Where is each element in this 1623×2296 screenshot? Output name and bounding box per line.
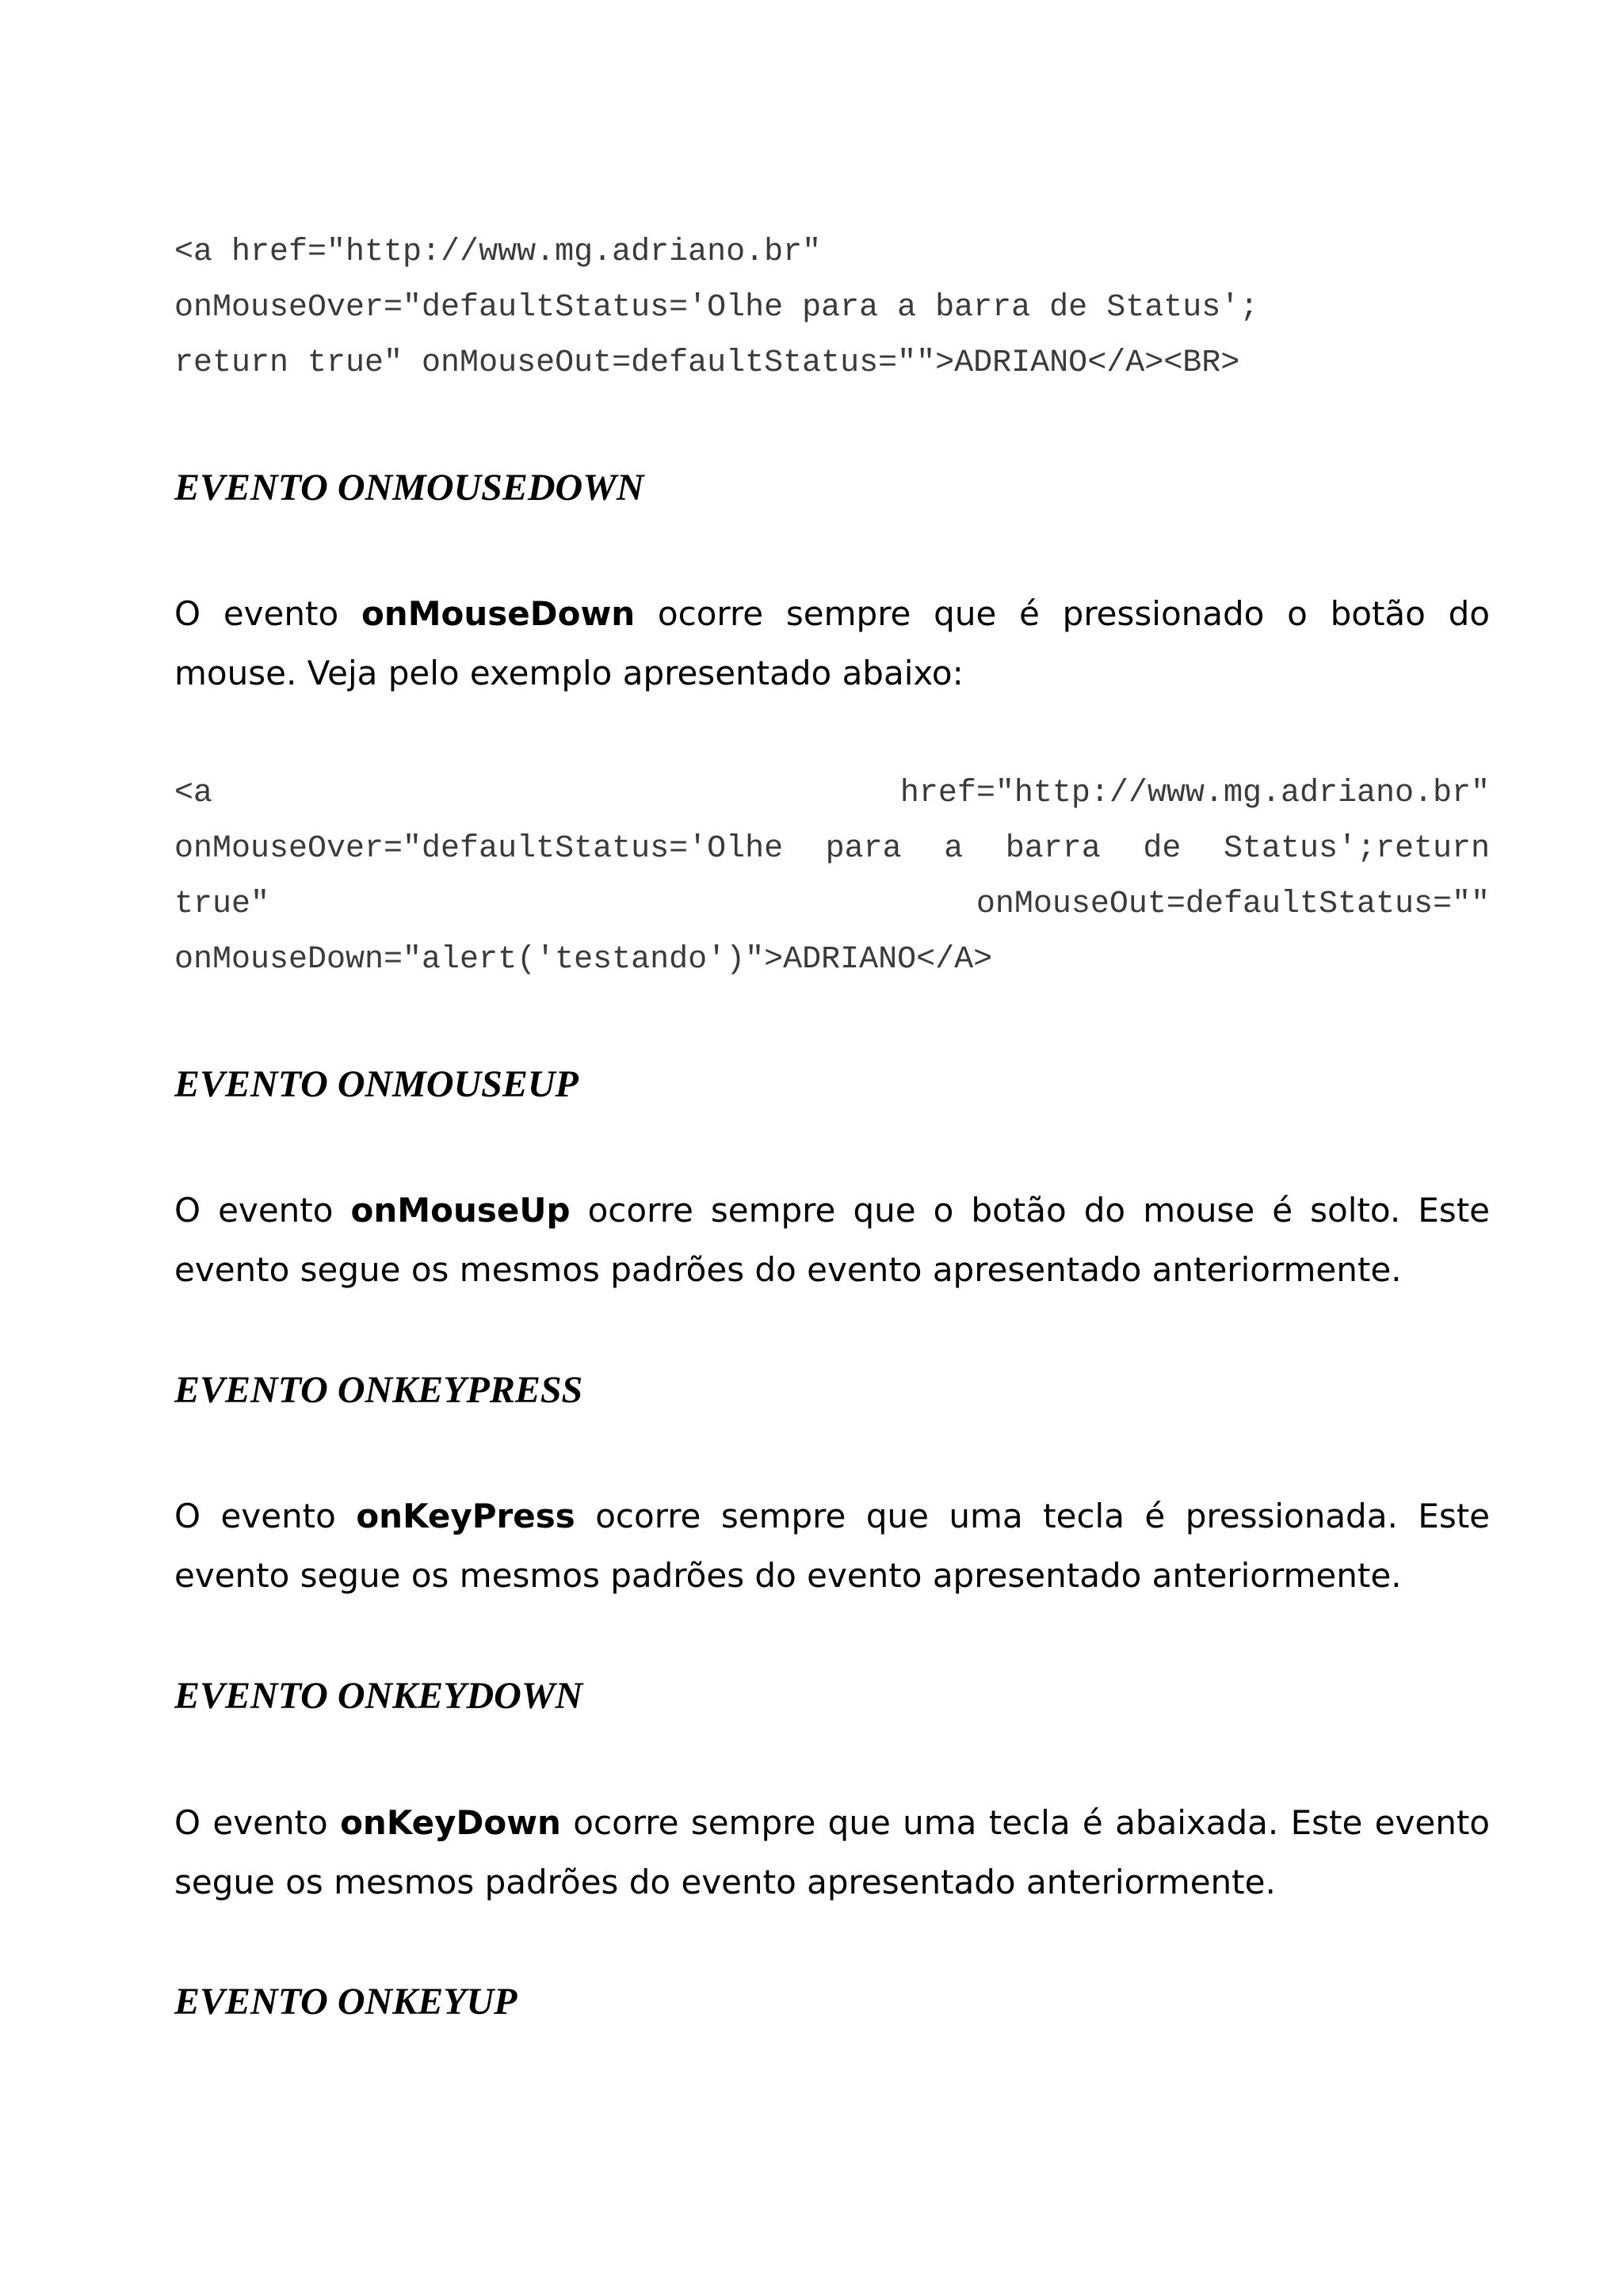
section-paragraph-onkeydown (174, 1793, 1490, 1912)
code-token: a (944, 831, 964, 867)
code-token: href="http://www.mg.adriano.br" (899, 776, 1490, 811)
code-line: <a href="http://www.mg.adriano.br" (174, 235, 822, 270)
code-line: return true" onMouseOut=defaultStatus="">ADRIANO</A><BR> (174, 345, 1240, 381)
section-heading-onkeydown: EVENTO ONKEYDOWN (174, 1675, 583, 1717)
section-heading-onmousedown: EVENTO ONMOUSEDOWN (174, 467, 644, 509)
code-token: onMouseOver="defaultStatus='Olhe (174, 831, 784, 867)
code-token: <a (174, 776, 213, 811)
code-line (174, 822, 1490, 877)
para-text: O evento (174, 594, 361, 633)
section-paragraph-onkeypress (174, 1486, 1490, 1605)
section-heading-onkeyup: EVENTO ONKEYUP (174, 1981, 517, 2023)
event-name: onKeyPress (356, 1497, 575, 1535)
para-text: O evento (174, 1497, 357, 1535)
section-paragraph-onmouseup (174, 1180, 1490, 1299)
section-paragraph-onmousedown (174, 584, 1490, 703)
code-token: de (1143, 831, 1182, 867)
code-line: onMouseOver="defaultStatus='Olhe para a barra de Status'; (174, 290, 1259, 326)
section-heading-onkeypress: EVENTO ONKEYPRESS (174, 1369, 583, 1411)
code-line (174, 766, 1490, 822)
code-token: onMouseDown="alert('testando')">ADRIANO</A> (174, 942, 993, 978)
code-token: para (825, 831, 902, 867)
code-token: onMouseOut=defaultStatus="" (976, 887, 1490, 922)
code-line (174, 877, 1490, 933)
code-line (174, 933, 1490, 988)
event-name: onMouseDown (361, 594, 636, 633)
code-token: true" (174, 887, 270, 922)
code-token: barra (1005, 831, 1101, 867)
code-block-1 (174, 225, 1490, 391)
para-text: O evento (174, 1191, 351, 1230)
para-text: ocorre sempre que é pressionado o botão do mouse. Veja pelo exemplo apresentado abaixo: (174, 594, 1490, 692)
section-heading-onmouseup: EVENTO ONMOUSEUP (174, 1063, 579, 1105)
para-text: O evento (174, 1803, 341, 1842)
code-block-2 (174, 766, 1490, 988)
code-token: Status';return (1223, 831, 1490, 867)
para-text: ocorre sempre que uma tecla é pressionada. Este evento segue os mesmos padrões do evento apresentado anteriormente. (174, 1497, 1491, 1595)
event-name: onMouseUp (350, 1191, 571, 1230)
event-name: onKeyDown (340, 1803, 561, 1842)
para-text: ocorre sempre que uma tecla é abaixada. Este evento segue os mesmos padrões do evento apresentado anteriormente. (174, 1803, 1490, 1901)
para-text: ocorre sempre que o botão do mouse é solto. Este evento segue os mesmos padrões do evento apresentado anteriormente. (174, 1191, 1490, 1289)
